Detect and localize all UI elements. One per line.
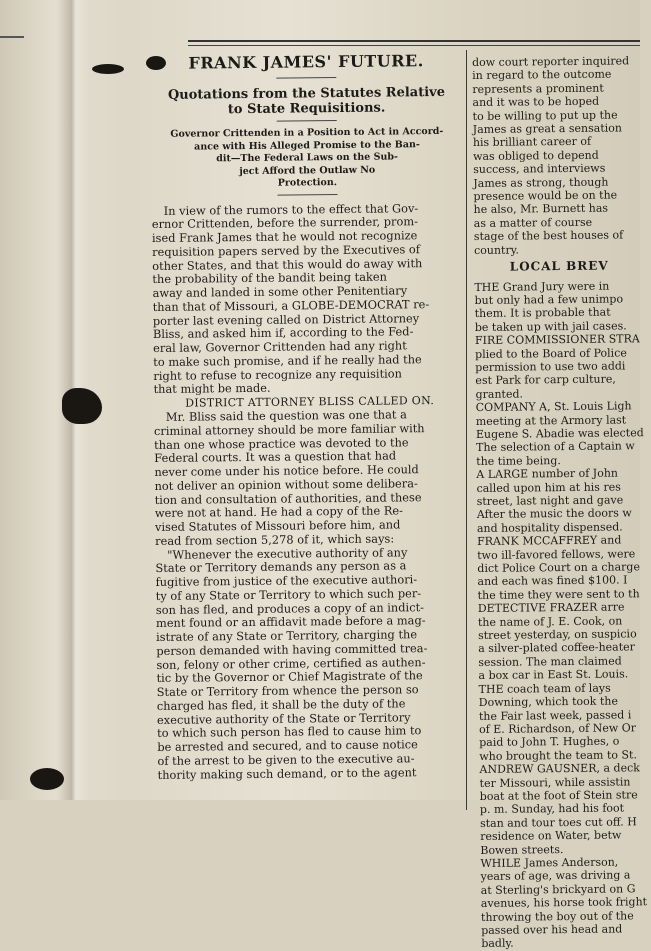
article-body-second xyxy=(154,408,470,782)
body-line: to which such person has fled to cause him to xyxy=(157,723,422,741)
article-column xyxy=(150,49,470,782)
body-line: that might be made. xyxy=(153,381,271,397)
article-deck: Governor Crittenden in a Position to Act in Accord- ance with His Alleged Promise to the Ban- dit—The Federal Laws on the Sub- ject Afford the Outlaw No Protection. xyxy=(170,125,444,189)
local-brevities-heading: LOCAL BREV xyxy=(509,258,609,274)
body-line: away and landed in some other Penitentiary xyxy=(152,283,408,300)
body-line: tion and consultation of authorities, and these xyxy=(154,489,422,507)
body-line: requisition papers served by the Executives of xyxy=(152,241,421,259)
binding-hole xyxy=(62,388,102,424)
body-line: State or Territory demands any person as a xyxy=(155,558,407,576)
binding-hole xyxy=(30,768,64,790)
column-rule xyxy=(466,50,467,810)
body-line: istrate of any State or Territory, charging the xyxy=(156,627,418,644)
body-line: never come under his notice before. He could xyxy=(154,462,419,479)
top-rule xyxy=(188,40,640,42)
body-line: vised Statutes of Missouri before him, and xyxy=(154,517,401,534)
body-line: right to refuse to recognize any requisition xyxy=(153,365,403,383)
body-line: tic by the Governor or Chief Magistrate of the xyxy=(156,668,423,686)
body-line: ernor Crittenden, before the surrender, prom- xyxy=(151,214,419,232)
body-line: other States, and that this would do away with xyxy=(152,255,423,273)
body-line: fugitive from justice of the executive authori- xyxy=(155,572,418,589)
deck-rule xyxy=(277,194,337,196)
body-line: State or Territory from whence the person so xyxy=(156,682,419,699)
body-line: ment found or an affidavit made before a mag- xyxy=(155,613,426,631)
body-line: executive authority of the State or Territory xyxy=(156,709,411,727)
headline-rule xyxy=(276,77,336,79)
binding-hole xyxy=(92,64,124,74)
left-rule xyxy=(0,36,24,38)
body-line: read from section 5,278 of it, which says: xyxy=(155,531,395,548)
subheadline-rule xyxy=(277,120,337,122)
article-headline: FRANK JAMES' FUTURE. xyxy=(188,51,424,73)
body-line: In view of the rumors to the effect that Gov- xyxy=(163,200,419,218)
body-line: than that of Missouri, a GLOBE-DEMOCRAT re- xyxy=(152,296,430,314)
body-line: thority making such demand, or to the agent xyxy=(157,764,417,782)
previous-article-tail: dow court reporter inquired in regard to the outcome represents a prominent and it was to be hoped to be willing to put up the James as great a sensation his brilliant career of was obliged to depend success, and interviews James as strong, though presence would be on the he also, Mr. Burnett has as a matter of course stage of the best houses of country. xyxy=(472,54,630,257)
body-line: than one whose practice was devoted to the xyxy=(154,434,409,452)
body-line: Bliss, and asked him if, according to the Fed- xyxy=(152,324,414,342)
body-line: to make such promise, and if he really had the xyxy=(153,351,422,369)
local-brevities: THE Grand Jury were in but only had a few unimpo them. It is probable that be taken up with jail cases. FIRE COMMISSIONER STRA plied to the Board of Police permission to use two addi est Park for carp culture, granted. COMPANY A, St. Louis Ligh meeting at the Armory last Eugene S. Abadie was elected The selection of a Captain w the time being. A LARGE number of John called upon him at his res street, last night and gave After the music the doors w and hospitality dispensed. FRANK MCCAFFREY and two ill-favored fellows, were dict Police Court on a charge and each was fined $100. I the time they were sent to th DETECTIVE FRAZER arre the name of J. E. Cook, on street yesterday, on suspicio a silver-plated coffee-heater session. The man claimed a box car in East St. Louis. THE coach team of lays Downing, which took the the Fair last week, passed i of E. Richardson, of New Or paid to John T. Hughes, o who brought the team to St. ANDREW GAUSNER, a deck ter Missouri, while assistin boat at the foot of Stein stre p. m. Sunday, had his foot stan and tour toes cut off. H residence on Water, betw Bowen streets. WHILE James Anderson, years of age, was driving a at Sterling's brickyard on G avenues, his horse took fright throwing the boy out of the passed over his head and badly. xyxy=(474,279,648,951)
body-line: Federal courts. It was a question that had xyxy=(154,448,397,466)
body-line: be arrested and secured, and to cause notice xyxy=(157,737,418,754)
body-line: criminal attorney should be more familiar with xyxy=(153,420,425,438)
body-line: ty of any State or Territory to which such per- xyxy=(155,585,422,603)
body-line: porter last evening called on District Attorney xyxy=(152,310,420,328)
body-line: son, felony or other crime, certified as authen- xyxy=(156,654,426,672)
body-line: of the arrest to be given to the executive au- xyxy=(157,751,415,768)
body-line: ised Frank James that he would not recognize xyxy=(151,228,418,245)
body-line: eral law, Governor Crittenden had any right xyxy=(153,338,407,355)
body-line: the probability of the bandit being taken xyxy=(152,269,388,287)
body-line: charged has fled, it shall be the duty of the xyxy=(156,696,406,713)
body-line: "Whenever the executive authority of any xyxy=(167,544,408,562)
article-subheadline: Quotations from the Statutes Relative to State Requisitions. xyxy=(167,84,446,118)
body-line: not deliver an opinion without some delibera- xyxy=(154,475,418,493)
adjacent-column xyxy=(472,54,651,951)
section-heading: DISTRICT ATTORNEY BLISS CALLED ON. xyxy=(185,394,435,410)
body-line: Mr. Bliss said the question was one that a xyxy=(165,407,407,424)
top-rule-thin xyxy=(188,45,640,46)
body-line: were not at hand. He had a copy of the Re- xyxy=(154,503,404,521)
body-line: person demanded with having committed trea- xyxy=(156,640,428,658)
body-line: son has fled, and produces a copy of an indict- xyxy=(155,599,425,617)
article-body-first xyxy=(152,201,466,397)
